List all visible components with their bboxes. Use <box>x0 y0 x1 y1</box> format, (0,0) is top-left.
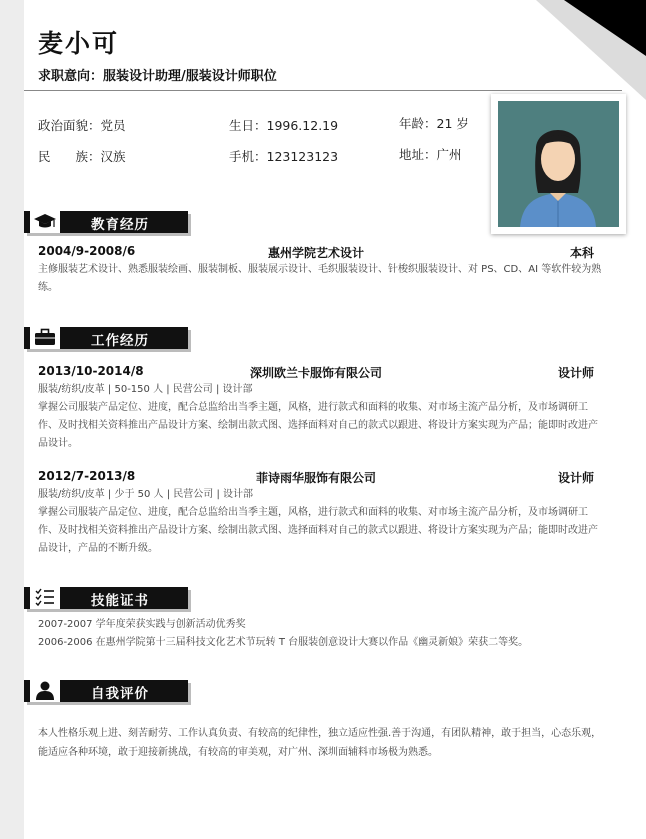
phone-field: 手机：123123123 <box>229 149 339 164</box>
ethnicity-label: 民 族： <box>38 149 101 164</box>
work-company: 深圳欧兰卡服饰有限公司 <box>249 366 382 380</box>
education-description: 主修服装艺术设计、熟悉服装绘画、服装制板、服装展示设计、毛织服装设计、针梭织服装设计、对 PS、CD、AI 等软件较为熟练。 <box>38 264 602 293</box>
corner-decoration <box>516 0 646 100</box>
work-period: 2012/7-2013/8 <box>38 469 136 483</box>
work-row <box>38 469 594 483</box>
address-field: 地址：广州 <box>399 147 462 162</box>
work-meta: 服装/纺织/皮革 | 少于 50 人 | 民营公司 | 设计部 <box>38 489 253 500</box>
work-description: 掌握公司服装产品定位、进度，配合总监给出当季主题，风格，进行款式和面料的收集、对市场主流产品分析，及市场调研工作、及时找相关资料推出产品设计方案、绘制出款式图、选择面料对自己的款式以跟进、将设计方案实现为产品；能即时改进产品设计，产品的不断升级。 <box>38 507 598 554</box>
section-title: 自我评价 <box>91 686 149 702</box>
education-school: 惠州学院艺术设计 <box>267 246 364 260</box>
politics-field: 政治面貌：党员 <box>38 118 126 133</box>
left-decor-strip <box>0 0 24 839</box>
education-period: 2004/9-2008/6 <box>38 244 136 258</box>
skill-item: 2007-2007 学年度荣获实践与创新活动优秀奖 <box>38 619 246 630</box>
avatar-illustration <box>498 101 619 227</box>
work-company: 菲诗雨华服饰有限公司 <box>255 471 376 485</box>
work-period: 2013/10-2014/8 <box>38 364 144 378</box>
section-title: 教育经历 <box>91 217 149 233</box>
job-intent: 求职意向：服装设计助理/服装设计师职位 <box>38 69 277 84</box>
education-row <box>38 244 594 258</box>
age-field: 年龄：21 岁 <box>399 116 469 131</box>
section-title: 技能证书 <box>91 593 149 609</box>
work-role: 设计师 <box>557 366 594 380</box>
candidate-name: 麦小可 <box>38 29 120 58</box>
work-row <box>38 364 594 378</box>
work-role: 设计师 <box>557 471 594 485</box>
profile-photo <box>491 94 626 234</box>
skill-item: 2006-2006 在惠州学院第十三届科技文化艺术节玩转 T 台服装创意设计大赛以作品《幽灵新娘》荣获二等奖。 <box>38 637 529 648</box>
ethnicity-field <box>38 147 126 165</box>
self-evaluation-text: 本人性格乐观上进、刻苦耐劳、工作认真负责、有较高的纪律性，独立适应性强.善于沟通，有团队精神，敢于担当，心态乐观，能适应各种环境，敢于迎接新挑战，有较高的审美观，对广州、深圳面辅料市场极为熟悉。 <box>38 728 602 758</box>
section-title: 工作经历 <box>91 333 149 349</box>
birth-field: 生日：1996.12.19 <box>229 118 339 133</box>
ethnicity-value: 汉族 <box>100 149 126 164</box>
divider <box>24 90 622 91</box>
work-description: 掌握公司服装产品定位、进度，配合总监给出当季主题，风格，进行款式和面料的收集、对市场主流产品分析，及市场调研工作、及时找相关资料推出产品设计方案、绘制出款式图、选择面料对自己的款式以跟进、将设计方案实现为产品；能即时改进产品设计。 <box>38 402 598 449</box>
education-degree: 本科 <box>569 246 594 260</box>
work-meta: 服装/纺织/皮革 | 50-150 人 | 民营公司 | 设计部 <box>38 384 253 395</box>
